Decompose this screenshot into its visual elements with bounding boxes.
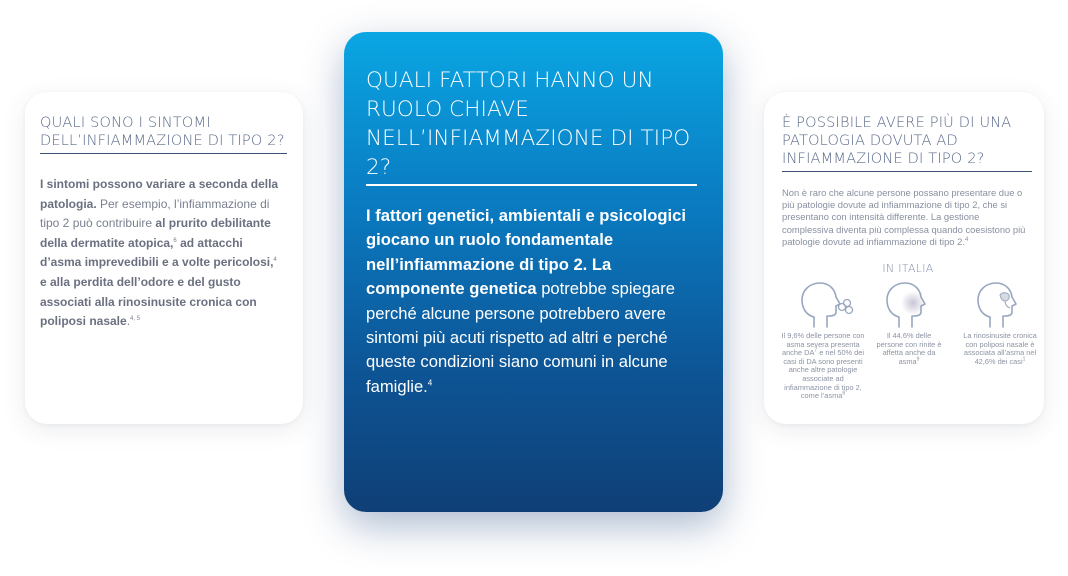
symptoms-text-2: . (126, 314, 131, 329)
stat-3-text: La rinosinusite cronica con poliposi nasale è associata all’asma nel 42,6% dei casi (963, 331, 1037, 366)
symptoms-ref-1: 6 (173, 237, 177, 244)
stat-asthma-da (778, 281, 868, 401)
head-nose-icon (874, 281, 944, 329)
comorbidity-title-line1: È POSSIBILE AVERE PIÙ DI UNA (782, 115, 1012, 131)
comorbidity-card-title (782, 114, 1032, 172)
stat-2-ref: 9 (916, 356, 920, 363)
symptoms-ref-3: 4, 5 (130, 316, 141, 323)
stat-asthma-da-text (778, 332, 868, 401)
comorbidity-card-body (782, 187, 1032, 248)
symptoms-card-title (40, 114, 287, 154)
key-factors-title-line2: RUOLO CHIAVE (366, 97, 529, 122)
comorbidity-text: Non è raro che alcune persone possano presentare due o più patologie dovute ad infiammazione di tipo 2, che si presentano con intensità differente. La gestione complessiva diventa più complessa quando coesistono più patologie dovute ad infiammazione di tipo 2. (782, 187, 1026, 247)
stat-3-ref: 1 (1022, 356, 1026, 363)
stat-sinusitis-text (962, 332, 1038, 366)
comorbidity-card (764, 92, 1044, 424)
symptoms-text-bold-1: I sintomi possono variare a seconda della patologia. (40, 177, 279, 211)
comorbidity-ref: 4 (964, 236, 969, 243)
symptoms-text-1: Per esempio, l’infiammazione di tipo 2 può contribuire (40, 196, 270, 231)
stat-1-text-a: Il 9,6% delle persone con asma severa presenta anche DA (781, 331, 865, 358)
stat-rhinitis-text (874, 332, 944, 366)
stat-rhinitis (874, 281, 944, 366)
symptoms-text-bold-3: ad attacchi d’asma imprevedibili e a volte pericolosi, (40, 235, 274, 270)
symptoms-title-line2: DELL’INFIAMMAZIONE DI TIPO 2? (40, 133, 285, 149)
head-breath-icon (778, 281, 868, 329)
key-factors-card-title (366, 66, 697, 186)
key-factors-text-bold: I fattori genetici, ambientali e psicologici giocano un ruolo fondamentale nell’infiammazione di tipo 2. La componente genetica (366, 206, 686, 299)
key-factors-card-body (366, 204, 697, 399)
key-factors-title-line1: QUALI FATTORI HANNO UN (366, 68, 654, 93)
symptoms-card-body (40, 175, 287, 332)
comorbidity-title-line2: PATOLOGIA DOVUTA AD (782, 133, 958, 149)
stat-1-ref-a: 7 (814, 347, 818, 354)
italia-stats (781, 281, 1037, 431)
stat-sinusitis (962, 281, 1038, 366)
stat-1-ref-b: 8 (842, 390, 846, 397)
symptoms-title-line1: QUALI SONO I SINTOMI (40, 115, 211, 131)
key-factors-ref: 4 (427, 378, 433, 388)
italia-label: IN ITALIA (882, 262, 934, 276)
key-factors-title-line3: NELL’INFIAMMAZIONE DI TIPO 2? (366, 126, 691, 180)
stat-2-text: Il 44,6% delle persone con rinite è affetta anche da asma (876, 331, 942, 366)
symptoms-text-bold-4: e alla perdita dell’odore e del gusto associati alla rinosinusite cronica con poliposi nasale (40, 274, 257, 329)
key-factors-text: potrebbe spiegare perché alcune persone potrebbero avere sintomi più acuti rispetto ad altri e perché queste condizioni siano comuni in alcune famiglie. (366, 279, 675, 396)
stat-1-text-b: e nel 50% dei casi di DA sono presenti anche altre patologie associate ad infiammazione di tipo 2, come l’asma (783, 348, 865, 401)
symptoms-ref-2: 4 (273, 257, 277, 264)
symptoms-text-bold-2: al prurito debilitante della dermatite atopica, (40, 216, 271, 250)
key-factors-card (344, 32, 723, 512)
head-sinus-icon (962, 281, 1038, 329)
symptoms-card (25, 92, 303, 424)
comorbidity-title-line3: INFIAMMAZIONE DI TIPO 2? (782, 151, 985, 167)
